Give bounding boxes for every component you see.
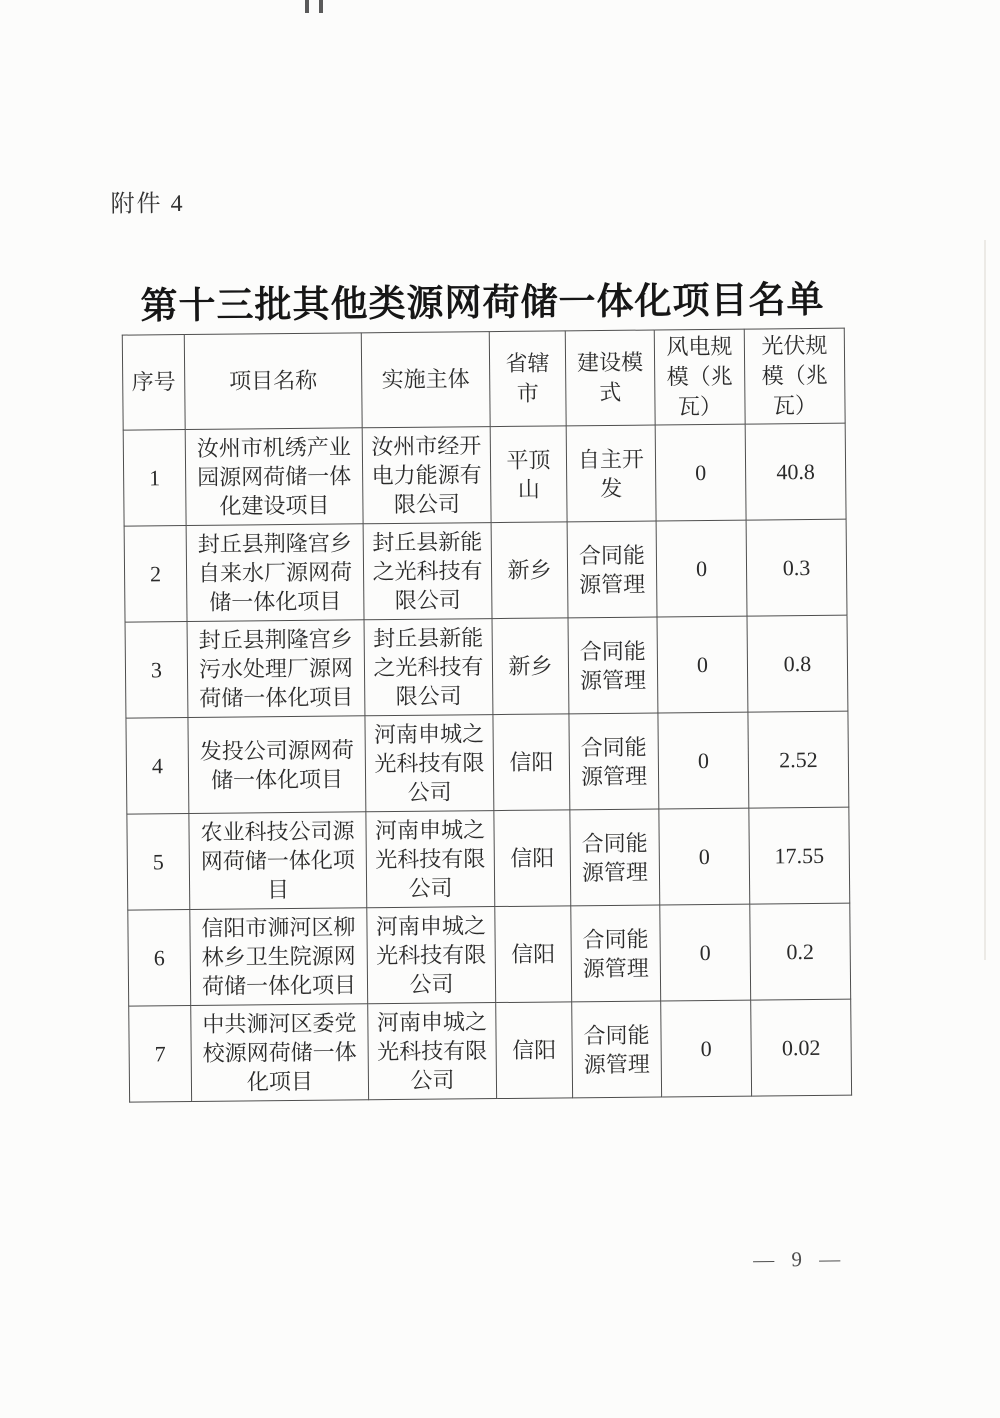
table-row: [129, 999, 852, 1102]
table-row: [124, 519, 847, 622]
table-cell: 发投公司源网荷储一体化项目: [188, 716, 366, 814]
table-cell: 信阳: [493, 714, 570, 811]
table-cell: 封丘县新能之光科技有限公司: [363, 523, 492, 620]
table-cell: 5: [127, 813, 190, 910]
table-cell: 自主开发: [566, 425, 656, 522]
header-cell: 项目名称: [184, 333, 362, 430]
table-cell: 新乡: [492, 618, 569, 715]
table-cell: 信阳: [496, 1002, 573, 1099]
table-cell: 合同能源管理: [569, 713, 659, 810]
table-cell: 信阳: [494, 810, 571, 907]
table-cell: 信阳市浉河区柳林乡卫生院源网荷储一体化项目: [190, 908, 368, 1006]
header-cell: 风电规模（兆瓦）: [654, 329, 745, 425]
header-cell: 实施主体: [361, 332, 490, 428]
table-cell: 6: [128, 909, 191, 1006]
header-row: [122, 328, 845, 430]
table-cell: 封丘县新能之光科技有限公司: [364, 619, 493, 716]
table-cell: 合同能源管理: [571, 905, 661, 1002]
table-cell: 0: [659, 808, 750, 905]
table-row: [126, 711, 849, 814]
table-row: [125, 615, 848, 718]
table-cell: 合同能源管理: [568, 617, 658, 714]
table-cell: 0: [656, 520, 747, 617]
table-cell: 平顶山: [490, 426, 567, 523]
table-cell: 封丘县荆隆宫乡自来水厂源网荷储一体化项目: [186, 524, 364, 622]
table-cell: 合同能源管理: [567, 521, 657, 618]
table-cell: 封丘县荆隆宫乡污水处理厂源网荷储一体化项目: [187, 620, 365, 718]
table-row: [128, 903, 851, 1006]
table-cell: 汝州市经开电力能源有限公司: [362, 427, 491, 524]
table-cell: 中共浉河区委党校源网荷储一体化项目: [191, 1004, 369, 1102]
table-cell: 1: [123, 430, 186, 527]
table-row: [123, 423, 846, 526]
table-cell: 0.02: [751, 999, 852, 1096]
table-cell: 合同能源管理: [572, 1001, 662, 1098]
table-cell: 0: [657, 616, 748, 713]
table-cell: 河南申城之光科技有限公司: [367, 907, 496, 1004]
header-cell: 省辖市: [489, 331, 566, 427]
table-cell: 2: [124, 526, 187, 623]
table-cell: 0: [658, 712, 749, 809]
header-cell: 光伏规模（兆瓦）: [744, 328, 845, 424]
table-cell: 0.2: [750, 903, 851, 1000]
table-body: [123, 423, 851, 1102]
attachment-label: 附件 4: [110, 191, 185, 218]
table-cell: 0: [655, 424, 746, 521]
table-cell: 0.8: [747, 615, 848, 712]
header-cell: 建设模式: [565, 330, 655, 426]
page-number: — 9 —: [753, 1246, 847, 1272]
table-cell: 0: [660, 904, 751, 1001]
table-cell: 4: [126, 718, 189, 815]
table-cell: 河南申城之光科技有限公司: [365, 715, 494, 812]
table-row: [127, 807, 850, 910]
table-cell: 0.3: [746, 519, 847, 616]
table-cell: 新乡: [491, 522, 568, 619]
table-cell: 农业科技公司源网荷储一体化项目: [189, 812, 367, 910]
header-cell: 序号: [122, 335, 185, 431]
table-cell: 2.52: [748, 711, 849, 808]
table-cell: 信阳: [495, 906, 572, 1003]
table-cell: 3: [125, 622, 188, 719]
table-cell: 40.8: [745, 423, 846, 520]
table-cell: 0: [661, 1000, 752, 1097]
table-cell: 7: [129, 1005, 192, 1102]
table-cell: 17.55: [749, 807, 850, 904]
table-cell: 合同能源管理: [570, 809, 660, 906]
table-cell: 河南申城之光科技有限公司: [368, 1003, 497, 1100]
page-title: 第十三批其他类源网荷储一体化项目名单: [140, 279, 825, 328]
projects-table: [122, 328, 852, 1103]
table-cell: 汝州市机绣产业园源网荷储一体化建设项目: [185, 428, 363, 526]
table-cell: 河南申城之光科技有限公司: [366, 811, 495, 908]
